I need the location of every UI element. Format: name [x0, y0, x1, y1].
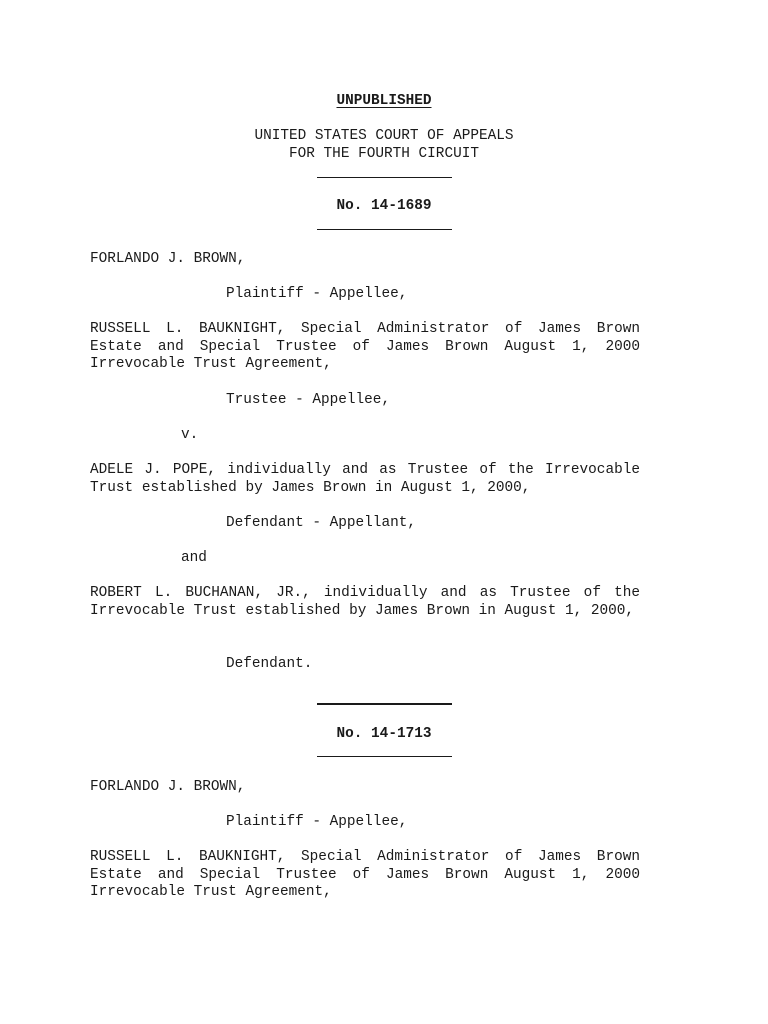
party-name: FORLANDO J. BROWN, — [90, 251, 246, 267]
court-name-line-2: FOR THE FOURTH CIRCUIT — [289, 146, 479, 162]
unpublished-label: UNPUBLISHED — [336, 93, 432, 109]
case-number-divider-top — [317, 177, 452, 178]
versus-label: v. — [181, 427, 199, 443]
case-number: No. 14-1713 — [336, 726, 432, 742]
case-number: No. 14-1689 — [336, 198, 432, 214]
party-role: Defendant. — [226, 656, 313, 672]
party-name: ADELE J. POPE, individually and as Trustee of the Irrevocable Trust established by James Brown in August 1, 2000, — [90, 462, 640, 496]
party-role: Trustee - Appellee, — [226, 392, 391, 408]
case-number-divider-top — [317, 703, 452, 705]
party-name: ROBERT L. BUCHANAN, JR., individually and as Trustee of the Irrevocable Trust established by James Brown in August 1, 2000, — [90, 585, 640, 619]
party-role: Defendant - Appellant, — [226, 515, 416, 531]
party-name: RUSSELL L. BAUKNIGHT, Special Administrator of James Brown Estate and Special Trustee of James Brown August 1, 2000 Irrevocable Trust Agreement, — [90, 849, 640, 901]
case-number-divider-bottom — [317, 229, 452, 230]
party-name: RUSSELL L. BAUKNIGHT, Special Administrator of James Brown Estate and Special Trustee of James Brown August 1, 2000 Irrevocable Trust Agreement, — [90, 321, 640, 373]
court-name-line-1: UNITED STATES COURT OF APPEALS — [254, 128, 514, 144]
party-role: Plaintiff - Appellee, — [226, 814, 408, 830]
case-number-divider-bottom — [317, 756, 452, 757]
party-name: FORLANDO J. BROWN, — [90, 779, 246, 795]
conjunction-label: and — [181, 550, 207, 566]
party-role: Plaintiff - Appellee, — [226, 286, 408, 302]
